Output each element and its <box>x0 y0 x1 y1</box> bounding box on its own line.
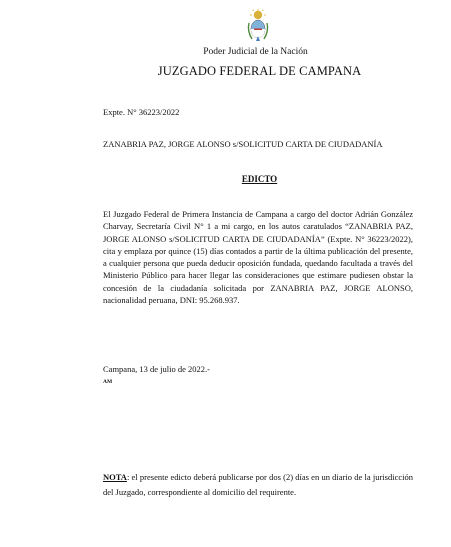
edict-body: El Juzgado Federal de Primera Instancia de Campana a cargo del doctor Adrián González Charvay, Secretaría Civil N° 1 a mi cargo, en los autos caratulados “ZANABRIA PAZ, JORGE ALONSO s/SOLICITUD CARTA DE CIUDADANÍA” (Expte. N° 36223/2022), cita y emplaza por quince (15) días contados a partir de la última publicación del presente, a cualquier persona que pueda deducir oposición fundada, quedando facultada a través del Ministerio Público para hacer llegar las consideraciones que estimare pudiesen obstar la concesión de la ciudadanía solicitada por ZANABRIA PAZ, JORGE ALONSO, nacionalidad peruana, DNI: 95.268.937. <box>103 209 413 306</box>
case-caption: ZANABRIA PAZ, JORGE ALONSO s/SOLICITUD CARTA DE CIUDADANÍA <box>103 139 383 149</box>
clerk-initials: AM <box>103 379 113 385</box>
edict-title: EDICTO <box>241 174 278 184</box>
file-number: Expte. N° 36223/2022 <box>103 107 180 117</box>
court-heading: JUZGADO FEDERAL DE CAMPANA <box>157 64 362 78</box>
national-coat-of-arms-icon <box>246 9 270 43</box>
publication-note <box>103 470 413 499</box>
note-text: : el presente edicto deberá publicarse por dos (2) días en un diario de la jurisdicción del Juzgado, correspondiente al domicilio del requirente. <box>103 472 413 497</box>
institution-heading: Poder Judicial de la Nación <box>203 47 308 57</box>
note-label: NOTA <box>103 472 127 482</box>
closing-date: Campana, 13 de julio de 2022.- <box>103 364 210 374</box>
